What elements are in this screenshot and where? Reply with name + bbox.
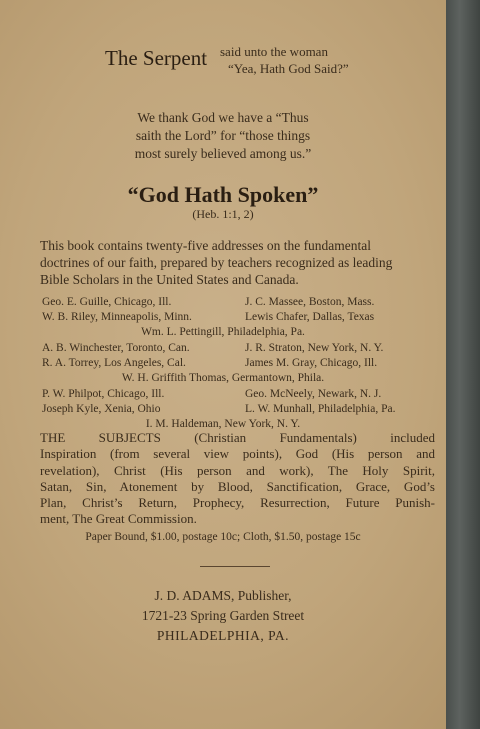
author-name: Joseph Kyle, Xenia, Ohio (42, 403, 161, 415)
author-name: Geo. McNeely, Newark, N. J. (245, 388, 382, 400)
intro-line: This book contains twenty-five addresses on the fundamental (40, 238, 372, 253)
author-row (0, 342, 446, 357)
author-name: J. R. Straton, New York, N. Y. (245, 342, 384, 354)
publisher-city: PHILADELPHIA, PA. (156, 628, 290, 643)
subjects-line: Inspiration (from several view points), God (His person and (40, 446, 435, 462)
author-name: I. M. Haldeman, New York, N. Y. (145, 418, 301, 430)
author-row (0, 372, 446, 387)
publisher-block (0, 586, 446, 646)
author-name: W. H. Griffith Thomas, Germantown, Phila. (121, 372, 325, 384)
author-name: R. A. Torrey, Los Angeles, Cal. (42, 357, 186, 369)
author-name: W. B. Riley, Minneapolis, Minn. (42, 311, 192, 323)
author-row (0, 326, 446, 341)
book-title: “God Hath Spoken” (127, 182, 319, 207)
scripture-reference: (Heb. 1:1, 2) (192, 207, 254, 221)
divider-rule (200, 566, 270, 567)
intro-line: Bible Scholars in the United States and Canada. (40, 272, 299, 287)
subjects-line: ment, The Great Commission. (40, 511, 197, 527)
author-name: Geo. E. Guille, Chicago, Ill. (42, 296, 172, 308)
book-spine (446, 0, 480, 729)
serpent-header (100, 44, 400, 84)
intro-line: doctrines of our faith, prepared by teachers recognized as leading (40, 255, 393, 270)
subjects-line: revelation), Christ (His person and work), The Holy Spirit, (40, 462, 435, 478)
author-name: Lewis Chafer, Dallas, Texas (245, 311, 375, 323)
intro-paragraph (40, 237, 436, 288)
serpent-line-1: said unto the woman (220, 44, 328, 59)
publisher-name: J. D. ADAMS, Publisher, (154, 588, 292, 603)
subjects-line: THE SUBJECTS (Christian Fundamentals) included (40, 430, 435, 445)
author-name: Wm. L. Pettingill, Philadelphia, Pa. (141, 326, 305, 338)
author-name: P. W. Philpot, Chicago, Ill. (42, 388, 165, 400)
author-row (0, 296, 446, 311)
thanks-line: most surely believed among us.” (134, 146, 312, 161)
serpent-line-2: “Yea, Hath God Said?” (228, 61, 349, 76)
price-line: Paper Bound, $1.00, postage 10c; Cloth, $1.50, postage 15c (85, 531, 361, 543)
thanks-line: We thank God we have a “Thus (137, 110, 309, 125)
subjects-line: Plan, Christ’s Return, Prophecy, Resurrection, Future Punish- (40, 495, 435, 511)
serpent-title: The Serpent (105, 46, 208, 70)
subjects-paragraph (40, 430, 435, 528)
subjects-line: Satan, Sin, Atonement by Blood, Sanctification, Grace, God’s (40, 478, 435, 494)
author-row (0, 311, 446, 326)
author-name: J. C. Massee, Boston, Mass. (245, 296, 375, 308)
author-name: A. B. Winchester, Toronto, Can. (42, 342, 190, 354)
author-row (0, 403, 446, 418)
author-row (0, 388, 446, 403)
author-name: L. W. Munhall, Philadelphia, Pa. (245, 403, 396, 415)
publisher-address: 1721-23 Spring Garden Street (141, 608, 305, 623)
thanks-paragraph (0, 109, 446, 163)
author-row (0, 357, 446, 372)
thanks-line: saith the Lord” for “those things (135, 128, 311, 143)
author-name: James M. Gray, Chicago, Ill. (245, 357, 378, 369)
